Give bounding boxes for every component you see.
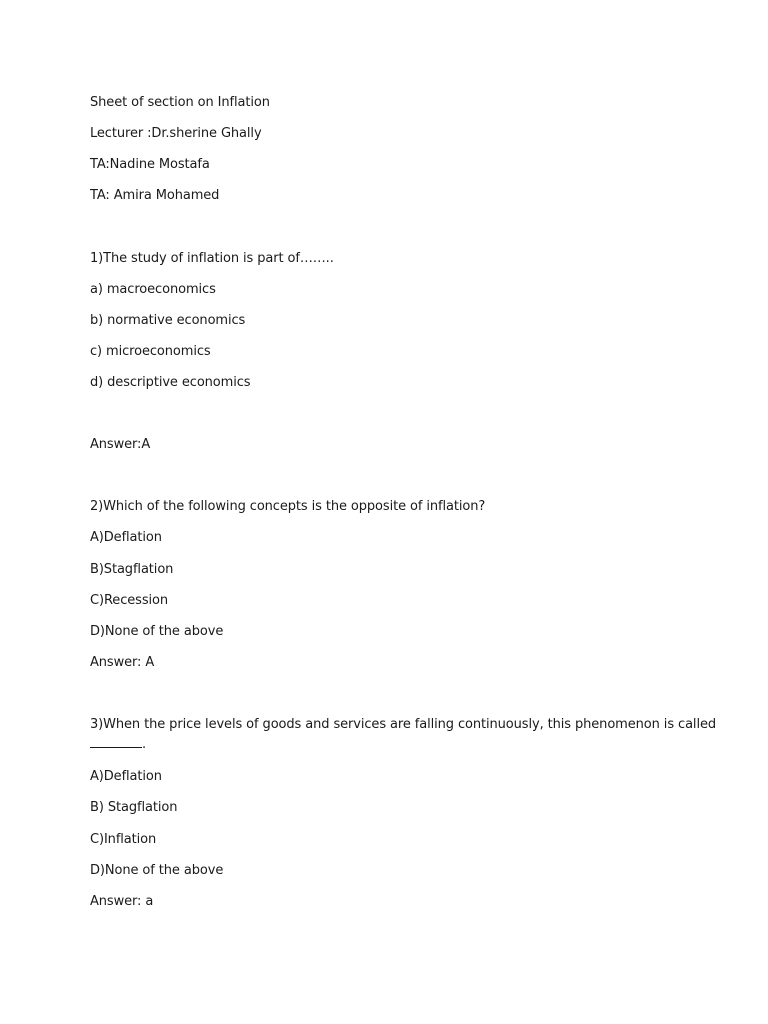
question-2-text: 2)Which of the following concepts is the opposite of inflation?: [90, 499, 486, 514]
sheet-title: Sheet of section on Inflation: [90, 95, 270, 110]
question-3-text: 3)When the price levels of goods and services are falling continuously, this phenomenon is called: [90, 717, 717, 732]
question-1-option-d: d) descriptive economics: [90, 375, 251, 390]
question-3-option-a: A)Deflation: [90, 769, 162, 784]
question-1-option-b: b) normative economics: [90, 313, 246, 328]
question-2-option-a: A)Deflation: [90, 530, 162, 545]
question-3-blank-line: [90, 737, 146, 753]
question-1-option-a: a) macroeconomics: [90, 282, 216, 297]
question-2-answer: Answer: A: [90, 655, 155, 670]
fill-in-blank: [90, 737, 142, 748]
question-3-option-c: C)Inflation: [90, 832, 157, 847]
question-3-option-b: B) Stagflation: [90, 800, 178, 815]
question-1-answer: Answer:A: [90, 437, 151, 452]
question-3-text-end: .: [142, 737, 147, 752]
ta-line-1: TA:Nadine Mostafa: [90, 157, 210, 172]
question-1-text: 1)The study of inflation is part of……..: [90, 251, 334, 266]
question-2-option-b: B)Stagflation: [90, 562, 174, 577]
ta-line-2: TA: Amira Mohamed: [90, 188, 220, 203]
question-3-answer: Answer: a: [90, 894, 154, 909]
question-3-option-d: D)None of the above: [90, 863, 224, 878]
question-2-option-d: D)None of the above: [90, 624, 224, 639]
question-1-option-c: c) microeconomics: [90, 344, 211, 359]
lecturer-line: Lecturer :Dr.sherine Ghally: [90, 126, 262, 141]
question-2-option-c: C)Recession: [90, 593, 168, 608]
